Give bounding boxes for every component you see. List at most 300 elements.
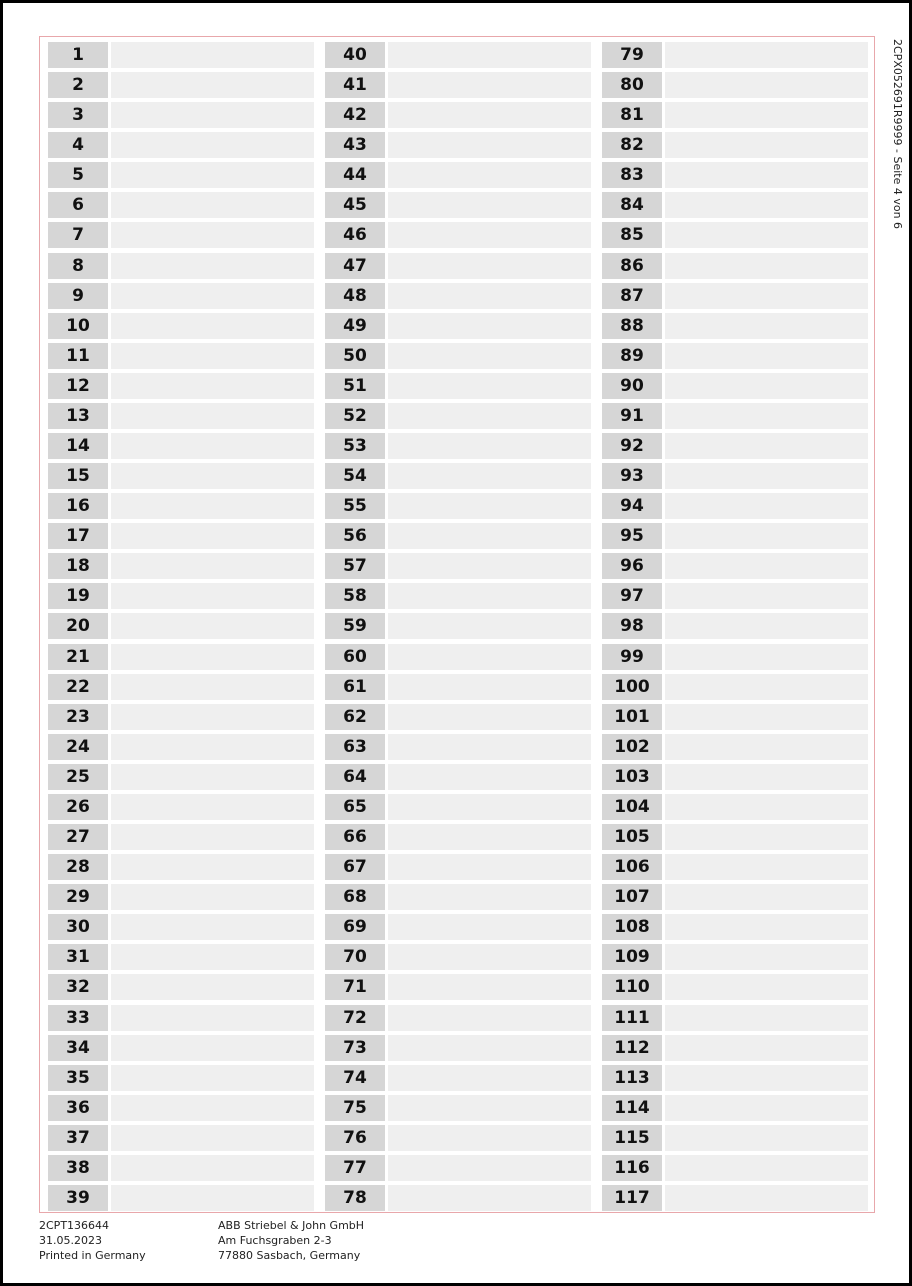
label-row (325, 734, 591, 760)
label-field[interactable] (665, 192, 868, 218)
label-number: 30 (48, 914, 108, 940)
label-number: 1 (48, 42, 108, 68)
label-row (602, 403, 868, 429)
label-number: 103 (602, 764, 662, 790)
label-field[interactable] (665, 884, 868, 910)
label-row (325, 794, 591, 820)
label-row (602, 433, 868, 459)
label-number: 39 (48, 1185, 108, 1211)
label-number: 86 (602, 253, 662, 279)
doc-code: 2CPX052691R9999 (891, 39, 904, 146)
label-row (48, 1125, 314, 1151)
label-number: 102 (602, 734, 662, 760)
label-field[interactable] (388, 644, 591, 670)
label-number: 36 (48, 1095, 108, 1121)
label-field[interactable] (388, 914, 591, 940)
label-row (602, 824, 868, 850)
label-number: 44 (325, 162, 385, 188)
label-number: 29 (48, 884, 108, 910)
label-number: 53 (325, 433, 385, 459)
label-number: 13 (48, 403, 108, 429)
label-field[interactable] (388, 613, 591, 639)
label-field[interactable] (388, 283, 591, 309)
label-row (48, 764, 314, 790)
label-row (602, 463, 868, 489)
label-field[interactable] (111, 674, 314, 700)
label-row (48, 1065, 314, 1091)
label-field[interactable] (111, 523, 314, 549)
label-field[interactable] (111, 734, 314, 760)
label-row (325, 854, 591, 880)
label-number: 34 (48, 1035, 108, 1061)
label-number: 68 (325, 884, 385, 910)
label-field[interactable] (111, 253, 314, 279)
label-field[interactable] (665, 613, 868, 639)
label-row (325, 1035, 591, 1061)
label-number: 94 (602, 493, 662, 519)
label-field[interactable] (665, 433, 868, 459)
label-number: 7 (48, 222, 108, 248)
label-field[interactable] (665, 1185, 868, 1211)
label-field[interactable] (665, 162, 868, 188)
label-number: 72 (325, 1005, 385, 1031)
label-field[interactable] (388, 1185, 591, 1211)
label-row (48, 553, 314, 579)
label-number: 107 (602, 884, 662, 910)
label-row (325, 283, 591, 309)
label-field[interactable] (111, 1185, 314, 1211)
label-number: 83 (602, 162, 662, 188)
label-row (602, 734, 868, 760)
label-number: 54 (325, 463, 385, 489)
label-number: 52 (325, 403, 385, 429)
label-row (325, 1095, 591, 1121)
label-row (48, 794, 314, 820)
label-field[interactable] (111, 553, 314, 579)
label-field[interactable] (665, 42, 868, 68)
label-field[interactable] (388, 162, 591, 188)
label-row (602, 1005, 868, 1031)
label-row (48, 192, 314, 218)
label-row (48, 283, 314, 309)
label-number: 98 (602, 613, 662, 639)
label-row (325, 463, 591, 489)
label-field[interactable] (665, 253, 868, 279)
label-row (48, 613, 314, 639)
label-row (325, 1005, 591, 1031)
label-row (48, 343, 314, 369)
label-field[interactable] (111, 463, 314, 489)
footer-date: 31.05.2023 (39, 1234, 102, 1247)
label-row (48, 1095, 314, 1121)
label-row (602, 764, 868, 790)
label-field[interactable] (665, 132, 868, 158)
label-field[interactable] (665, 824, 868, 850)
label-row (325, 72, 591, 98)
label-field[interactable] (388, 102, 591, 128)
label-row (325, 704, 591, 730)
label-field[interactable] (665, 734, 868, 760)
label-number: 64 (325, 764, 385, 790)
label-field[interactable] (665, 704, 868, 730)
label-field[interactable] (388, 192, 591, 218)
label-field[interactable] (111, 72, 314, 98)
label-row (602, 553, 868, 579)
label-field[interactable] (665, 794, 868, 820)
label-number: 32 (48, 974, 108, 1000)
label-field[interactable] (665, 1005, 868, 1031)
label-row (602, 674, 868, 700)
label-row (602, 1095, 868, 1121)
label-row (325, 1155, 591, 1181)
label-field[interactable] (388, 794, 591, 820)
label-row (325, 914, 591, 940)
label-field[interactable] (388, 523, 591, 549)
label-number: 66 (325, 824, 385, 850)
label-field[interactable] (111, 42, 314, 68)
label-field[interactable] (388, 854, 591, 880)
label-row (325, 403, 591, 429)
label-number: 12 (48, 373, 108, 399)
label-field[interactable] (388, 463, 591, 489)
label-number: 95 (602, 523, 662, 549)
label-field[interactable] (665, 1155, 868, 1181)
label-number: 99 (602, 644, 662, 670)
label-field[interactable] (388, 343, 591, 369)
label-row (602, 1035, 868, 1061)
label-row (602, 493, 868, 519)
label-row (325, 764, 591, 790)
label-row (602, 1185, 868, 1211)
label-field[interactable] (111, 1035, 314, 1061)
label-row (48, 102, 314, 128)
label-row (48, 313, 314, 339)
label-row (48, 914, 314, 940)
label-number: 45 (325, 192, 385, 218)
label-field[interactable] (111, 914, 314, 940)
label-field[interactable] (388, 1095, 591, 1121)
label-row (602, 704, 868, 730)
label-field[interactable] (388, 373, 591, 399)
label-number: 117 (602, 1185, 662, 1211)
label-field[interactable] (388, 433, 591, 459)
label-row (602, 162, 868, 188)
label-number: 85 (602, 222, 662, 248)
footer-code: 2CPT136644 (39, 1219, 110, 1232)
label-field[interactable] (388, 553, 591, 579)
label-row (325, 824, 591, 850)
label-row (602, 644, 868, 670)
label-field[interactable] (388, 1125, 591, 1151)
label-field[interactable] (388, 674, 591, 700)
label-number: 91 (602, 403, 662, 429)
label-field[interactable] (665, 72, 868, 98)
label-field[interactable] (388, 313, 591, 339)
label-field[interactable] (665, 403, 868, 429)
label-row (48, 884, 314, 910)
label-field[interactable] (388, 764, 591, 790)
label-number: 109 (602, 944, 662, 970)
label-row (602, 1065, 868, 1091)
label-row (325, 373, 591, 399)
label-row (48, 493, 314, 519)
label-field[interactable] (111, 493, 314, 519)
label-number: 80 (602, 72, 662, 98)
label-number: 56 (325, 523, 385, 549)
label-field[interactable] (665, 674, 868, 700)
label-number: 2 (48, 72, 108, 98)
label-row (48, 974, 314, 1000)
label-field[interactable] (388, 72, 591, 98)
label-number: 60 (325, 644, 385, 670)
label-row (325, 493, 591, 519)
label-field[interactable] (111, 102, 314, 128)
label-number: 101 (602, 704, 662, 730)
page-info: Seite 4 von 6 (891, 156, 904, 230)
label-field[interactable] (111, 403, 314, 429)
label-number: 31 (48, 944, 108, 970)
label-field[interactable] (388, 1155, 591, 1181)
label-field[interactable] (111, 794, 314, 820)
label-row (602, 583, 868, 609)
label-column-1 (48, 42, 314, 1215)
label-row (48, 704, 314, 730)
label-field[interactable] (111, 283, 314, 309)
label-field[interactable] (111, 1155, 314, 1181)
label-row (325, 884, 591, 910)
label-number: 104 (602, 794, 662, 820)
label-field[interactable] (111, 644, 314, 670)
label-number: 78 (325, 1185, 385, 1211)
label-field[interactable] (388, 222, 591, 248)
label-field[interactable] (388, 403, 591, 429)
label-number: 81 (602, 102, 662, 128)
label-row (48, 1185, 314, 1211)
label-field[interactable] (665, 1125, 868, 1151)
label-number: 114 (602, 1095, 662, 1121)
label-field[interactable] (665, 1035, 868, 1061)
label-number: 75 (325, 1095, 385, 1121)
label-number: 9 (48, 283, 108, 309)
label-field[interactable] (665, 944, 868, 970)
label-row (602, 222, 868, 248)
label-field[interactable] (111, 1065, 314, 1091)
label-number: 15 (48, 463, 108, 489)
label-row (602, 283, 868, 309)
label-field[interactable] (388, 253, 591, 279)
side-label (887, 39, 907, 239)
label-number: 24 (48, 734, 108, 760)
label-field[interactable] (665, 222, 868, 248)
label-row (325, 253, 591, 279)
label-number: 18 (48, 553, 108, 579)
label-row (325, 644, 591, 670)
label-row (325, 102, 591, 128)
label-number: 58 (325, 583, 385, 609)
label-row (602, 794, 868, 820)
label-row (48, 42, 314, 68)
label-row (325, 523, 591, 549)
label-field[interactable] (665, 463, 868, 489)
label-number: 111 (602, 1005, 662, 1031)
label-field[interactable] (388, 734, 591, 760)
label-number: 48 (325, 283, 385, 309)
label-number: 4 (48, 132, 108, 158)
label-number: 112 (602, 1035, 662, 1061)
label-number: 50 (325, 343, 385, 369)
label-number: 16 (48, 493, 108, 519)
label-field[interactable] (388, 974, 591, 1000)
label-field[interactable] (388, 1035, 591, 1061)
label-field[interactable] (111, 373, 314, 399)
label-field[interactable] (665, 583, 868, 609)
label-field[interactable] (111, 944, 314, 970)
label-field[interactable] (665, 974, 868, 1000)
label-number: 21 (48, 644, 108, 670)
label-number: 59 (325, 613, 385, 639)
label-field[interactable] (388, 1065, 591, 1091)
label-row (602, 373, 868, 399)
label-number: 33 (48, 1005, 108, 1031)
label-row (325, 1125, 591, 1151)
label-row (602, 1155, 868, 1181)
label-row (602, 523, 868, 549)
separator: - (891, 148, 904, 153)
label-number: 73 (325, 1035, 385, 1061)
label-field[interactable] (665, 313, 868, 339)
label-field[interactable] (111, 1005, 314, 1031)
label-field[interactable] (388, 1005, 591, 1031)
label-field[interactable] (665, 1065, 868, 1091)
label-field[interactable] (388, 493, 591, 519)
label-row (48, 433, 314, 459)
label-number: 74 (325, 1065, 385, 1091)
label-number: 90 (602, 373, 662, 399)
side-label-text (891, 39, 904, 229)
label-field[interactable] (665, 644, 868, 670)
label-field[interactable] (665, 493, 868, 519)
label-number: 6 (48, 192, 108, 218)
label-number: 28 (48, 854, 108, 880)
label-number: 17 (48, 523, 108, 549)
label-number: 14 (48, 433, 108, 459)
label-field[interactable] (665, 373, 868, 399)
label-number: 41 (325, 72, 385, 98)
label-number: 61 (325, 674, 385, 700)
label-number: 23 (48, 704, 108, 730)
label-number: 100 (602, 674, 662, 700)
label-number: 43 (325, 132, 385, 158)
label-field[interactable] (111, 824, 314, 850)
label-row (602, 613, 868, 639)
label-row (48, 132, 314, 158)
label-field[interactable] (388, 824, 591, 850)
label-column-2 (325, 42, 591, 1215)
label-row (48, 854, 314, 880)
label-field[interactable] (665, 854, 868, 880)
label-number: 70 (325, 944, 385, 970)
label-number: 27 (48, 824, 108, 850)
label-field[interactable] (388, 704, 591, 730)
footer-right (218, 1218, 364, 1263)
label-number: 84 (602, 192, 662, 218)
label-number: 93 (602, 463, 662, 489)
label-field[interactable] (665, 1095, 868, 1121)
label-field[interactable] (111, 764, 314, 790)
label-field[interactable] (665, 523, 868, 549)
label-number: 22 (48, 674, 108, 700)
label-row (325, 974, 591, 1000)
label-field[interactable] (111, 704, 314, 730)
label-row (325, 583, 591, 609)
label-number: 115 (602, 1125, 662, 1151)
label-row (602, 1125, 868, 1151)
label-row (48, 583, 314, 609)
label-field[interactable] (111, 162, 314, 188)
label-field[interactable] (388, 42, 591, 68)
label-number: 67 (325, 854, 385, 880)
label-number: 96 (602, 553, 662, 579)
label-number: 106 (602, 854, 662, 880)
label-row (48, 523, 314, 549)
label-number: 38 (48, 1155, 108, 1181)
label-number: 82 (602, 132, 662, 158)
label-field[interactable] (388, 944, 591, 970)
label-field[interactable] (111, 313, 314, 339)
label-field[interactable] (111, 1125, 314, 1151)
label-number: 35 (48, 1065, 108, 1091)
label-field[interactable] (388, 132, 591, 158)
label-field[interactable] (665, 343, 868, 369)
label-row (48, 944, 314, 970)
label-row (325, 222, 591, 248)
label-row (325, 343, 591, 369)
label-field[interactable] (111, 1095, 314, 1121)
label-field[interactable] (665, 553, 868, 579)
label-field[interactable] (111, 854, 314, 880)
label-field[interactable] (111, 192, 314, 218)
label-field[interactable] (665, 914, 868, 940)
label-field[interactable] (388, 884, 591, 910)
label-field[interactable] (388, 583, 591, 609)
label-grid-frame (39, 36, 875, 1213)
label-field[interactable] (111, 343, 314, 369)
label-row (325, 42, 591, 68)
label-field[interactable] (111, 433, 314, 459)
label-field[interactable] (111, 613, 314, 639)
label-row (48, 674, 314, 700)
label-field[interactable] (665, 764, 868, 790)
label-field[interactable] (111, 884, 314, 910)
label-field[interactable] (111, 974, 314, 1000)
label-number: 47 (325, 253, 385, 279)
label-row (48, 1005, 314, 1031)
label-field[interactable] (111, 583, 314, 609)
label-number: 69 (325, 914, 385, 940)
label-row (602, 914, 868, 940)
label-row (602, 944, 868, 970)
label-row (48, 253, 314, 279)
label-field[interactable] (111, 222, 314, 248)
label-number: 88 (602, 313, 662, 339)
label-number: 42 (325, 102, 385, 128)
footer-left (39, 1218, 146, 1263)
label-row (602, 253, 868, 279)
label-field[interactable] (665, 283, 868, 309)
label-column-3 (602, 42, 868, 1215)
label-field[interactable] (111, 132, 314, 158)
label-field[interactable] (665, 102, 868, 128)
